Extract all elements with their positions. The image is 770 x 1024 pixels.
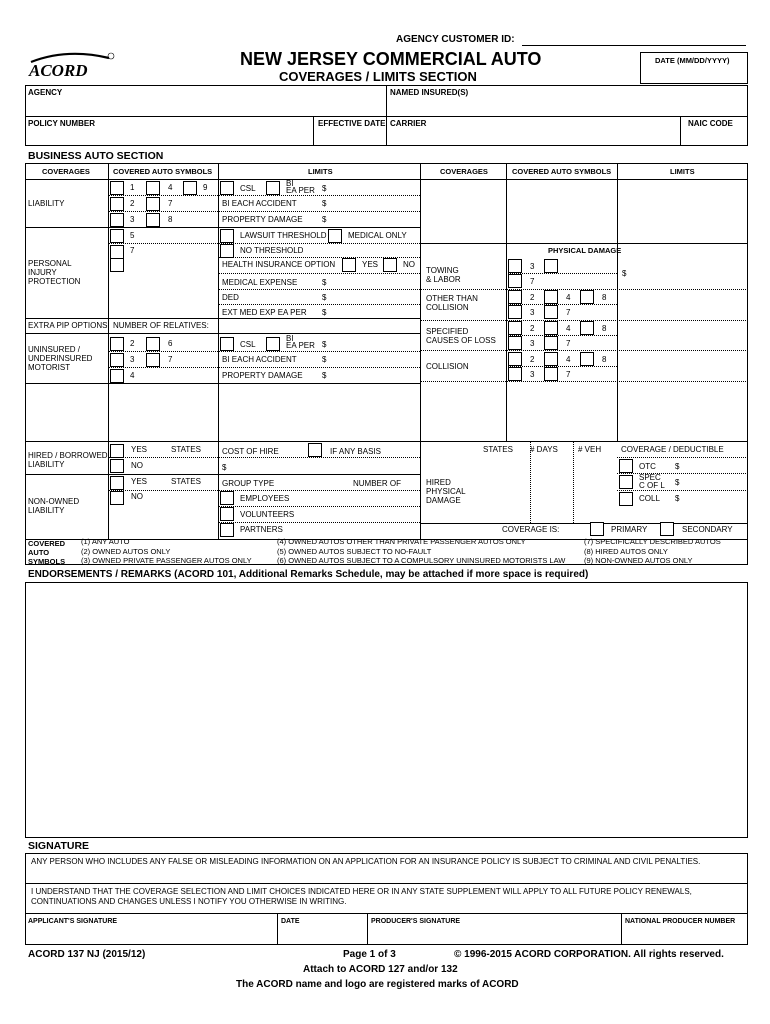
pip-symbol-7-checkbox[interactable]: [110, 245, 124, 259]
col-coverages-left: COVERAGES: [42, 167, 90, 176]
symbol-4: 4: [168, 183, 173, 192]
col-symbols-left: COVERED AUTO SYMBOLS: [113, 167, 213, 176]
liability-bi-ea-per-label: BI EA PER: [286, 179, 315, 196]
effective-date-label: EFFECTIVE DATE: [318, 119, 386, 128]
liability-symbol-1-checkbox[interactable]: [110, 181, 124, 195]
signature-understand-text: I UNDERSTAND THAT THE COVERAGE SELECTION AND LIMIT CHOICES INDICATED HERE OR IN ANY STATE SUPPLEMENT WILL APPLY TO ALL FUTURE POLICY RENEWALS, CONTINUATIONS AND CHANGES UNLESS I NOTIFY YOU OTHERWISE IN WRITING.: [31, 887, 692, 907]
symbol-2: 2: [530, 293, 535, 302]
dollar-sign: $: [322, 199, 327, 208]
lawsuit-threshold-label: LAWSUIT THRESHOLD: [240, 231, 327, 240]
symbol-2: 2: [530, 324, 535, 333]
otc-symbol-8-checkbox[interactable]: [580, 290, 594, 304]
dollar-sign: $: [222, 463, 227, 472]
symbol-4: 4: [130, 371, 135, 380]
agency-customer-id-label: AGENCY CUSTOMER ID:: [396, 34, 515, 45]
otc-symbol-3-checkbox[interactable]: [508, 305, 522, 319]
lawsuit-threshold-checkbox[interactable]: [220, 229, 234, 243]
veh-label: # VEH: [578, 445, 602, 454]
symbol-7: 7: [566, 339, 571, 348]
symbol-3: 3: [530, 370, 535, 379]
effective-date-field[interactable]: [316, 129, 384, 145]
hired-otc-checkbox[interactable]: [619, 459, 633, 473]
medical-only-checkbox[interactable]: [328, 229, 342, 243]
dollar-sign: $: [675, 462, 680, 471]
policy-number-field[interactable]: [28, 129, 311, 145]
hired-spec-cofl-checkbox[interactable]: [619, 475, 633, 489]
scl-symbol-7-checkbox[interactable]: [544, 336, 558, 350]
number-of-relatives-label: NUMBER OF RELATIVES:: [113, 321, 209, 330]
symbol-3: 3: [130, 355, 135, 364]
signature-date-field[interactable]: [280, 927, 365, 943]
legend-item: (1) ANY AUTO: [81, 537, 130, 546]
um-symbol-6-checkbox[interactable]: [146, 337, 160, 351]
hired-no-label: NO: [131, 461, 143, 470]
coll-symbol-8-checkbox[interactable]: [580, 352, 594, 366]
remarks-textarea[interactable]: [25, 582, 748, 838]
symbol-3: 3: [530, 339, 535, 348]
legend-item: (6) OWNED AUTOS SUBJECT TO A COMPULSORY UNINSURED MOTORISTS LAW: [277, 556, 566, 565]
days-label: # DAYS: [530, 445, 558, 454]
symbol-3: 3: [130, 215, 135, 224]
liability-csl-checkbox[interactable]: [220, 181, 234, 195]
hired-otc-label: OTC: [639, 462, 656, 471]
towing-label: TOWING & LABOR: [426, 266, 461, 285]
dollar-sign: $: [322, 184, 327, 193]
named-insured-label: NAMED INSURED(S): [390, 88, 469, 97]
physical-damage-header: PHYSICAL DAMAGE: [548, 246, 622, 255]
symbol-3: 3: [530, 262, 535, 271]
symbol-7: 7: [566, 370, 571, 379]
coverage-secondary-label: SECONDARY: [682, 525, 733, 534]
no-threshold-checkbox[interactable]: [220, 244, 234, 258]
coll-symbol-4-checkbox[interactable]: [544, 352, 558, 366]
health-insurance-yes-label: YES: [362, 260, 379, 269]
agency-label: AGENCY: [28, 88, 63, 97]
coverage-secondary-checkbox[interactable]: [660, 522, 674, 536]
producer-signature-label: PRODUCER'S SIGNATURE: [371, 918, 461, 925]
agency-field[interactable]: [28, 98, 384, 114]
symbol-7: 7: [130, 246, 135, 255]
employees-checkbox[interactable]: [220, 491, 234, 505]
um-symbol-3-checkbox[interactable]: [110, 353, 124, 367]
dollar-sign: $: [322, 371, 327, 380]
towing-extra-checkbox[interactable]: [544, 259, 558, 273]
hired-yes-label: YES: [131, 445, 148, 454]
hired-physical-damage-label: HIRED PHYSICAL DAMAGE: [426, 478, 466, 506]
scl-symbol-4-checkbox[interactable]: [544, 321, 558, 335]
symbol-7: 7: [530, 277, 535, 286]
non-owned-no-label: NO: [131, 492, 143, 501]
hired-no-checkbox[interactable]: [110, 459, 124, 473]
volunteers-label: VOLUNTEERS: [240, 510, 295, 519]
dollar-sign: $: [675, 494, 680, 503]
legend-item: (5) OWNED AUTOS SUBJECT TO NO-FAULT: [277, 547, 432, 556]
liability-symbol-4-checkbox[interactable]: [146, 181, 160, 195]
group-type-label: GROUP TYPE: [222, 479, 275, 488]
national-producer-number-field[interactable]: [624, 927, 746, 943]
coverage-is-label: COVERAGE IS:: [502, 525, 560, 534]
liability-label: LIABILITY: [28, 199, 65, 208]
dollar-sign: $: [322, 355, 327, 364]
symbol-7: 7: [566, 308, 571, 317]
named-insured-field[interactable]: [390, 98, 746, 114]
remarks-title: ENDORSEMENTS / REMARKS (ACORD 101, Additional Remarks Schedule, may be attached if more space is required): [28, 569, 589, 580]
carrier-field[interactable]: [390, 129, 678, 145]
otc-symbol-2-checkbox[interactable]: [508, 290, 522, 304]
producer-signature-field[interactable]: [370, 927, 619, 943]
um-csl-checkbox[interactable]: [220, 337, 234, 351]
health-insurance-option-label: HEALTH INSURANCE OPTION: [222, 260, 336, 269]
col-limits-right: LIMITS: [670, 167, 695, 176]
form-id: ACORD 137 NJ (2015/12): [28, 949, 146, 960]
partners-label: PARTNERS: [240, 525, 283, 534]
scl-symbol-3-checkbox[interactable]: [508, 336, 522, 350]
um-symbol-4-checkbox[interactable]: [110, 369, 124, 383]
applicant-signature-field[interactable]: [28, 927, 275, 943]
liability-bi-ea-per-checkbox[interactable]: [266, 181, 280, 195]
if-any-basis-label: IF ANY BASIS: [330, 447, 381, 456]
legend-item: (9) NON-OWNED AUTOS ONLY: [584, 556, 693, 565]
other-than-collision-label: OTHER THAN COLLISION: [426, 294, 478, 313]
trademark-note: The ACORD name and logo are registered marks of ACORD: [236, 979, 519, 990]
liability-symbol-8-checkbox[interactable]: [146, 213, 160, 227]
medical-only-label: MEDICAL ONLY: [348, 231, 407, 240]
specified-causes-label: SPECIFIED CAUSES OF LOSS: [426, 327, 496, 346]
um-symbol-2-checkbox[interactable]: [110, 337, 124, 351]
hired-states-label: STATES: [171, 445, 201, 454]
symbol-2: 2: [130, 199, 135, 208]
pip-label: PERSONAL INJURY PROTECTION: [28, 259, 81, 287]
naic-code-field[interactable]: [683, 129, 746, 145]
symbol-8: 8: [602, 324, 607, 333]
agency-customer-id-field[interactable]: [522, 45, 746, 46]
copyright: © 1996-2015 ACORD CORPORATION. All rights reserved.: [454, 949, 724, 960]
scl-symbol-8-checkbox[interactable]: [580, 321, 594, 335]
health-insurance-no-label: NO: [403, 260, 415, 269]
national-producer-number-label: NATIONAL PRODUCER NUMBER: [625, 918, 736, 925]
signature-date-label: DATE: [281, 918, 300, 925]
dollar-sign: $: [322, 340, 327, 349]
pip-extra-checkbox[interactable]: [110, 258, 124, 272]
ded-label: DED: [222, 293, 239, 302]
naic-code-label: NAIC CODE: [688, 119, 733, 128]
non-owned-yes-checkbox[interactable]: [110, 476, 124, 490]
pip-symbol-5-checkbox[interactable]: [110, 229, 124, 243]
col-limits-left: LIMITS: [308, 167, 333, 176]
form-title: NEW JERSEY COMMERCIAL AUTO: [240, 49, 542, 69]
svg-text:ACORD: ACORD: [29, 61, 88, 80]
liability-symbol-2-checkbox[interactable]: [110, 197, 124, 211]
col-symbols-right: COVERED AUTO SYMBOLS: [512, 167, 612, 176]
legend-item: (7) SPECIFICALLY DESCRIBED AUTOS: [584, 537, 721, 546]
hired-borrowed-label: HIRED / BORROWED LIABILITY: [28, 451, 108, 470]
non-owned-label: NON-OWNED LIABILITY: [28, 497, 80, 516]
um-label: UNINSURED / UNDERINSURED MOTORIST: [28, 345, 93, 373]
towing-symbol-7-checkbox[interactable]: [508, 274, 522, 288]
applicant-signature-label: APPLICANT'S SIGNATURE: [28, 918, 118, 925]
symbol-2: 2: [530, 355, 535, 364]
col-coverages-right: COVERAGES: [440, 167, 488, 176]
non-owned-yes-label: YES: [131, 477, 148, 486]
dollar-sign: $: [622, 269, 627, 278]
cost-of-hire-label: COST OF HIRE: [222, 447, 279, 456]
coverage-deductible-label: COVERAGE / DEDUCTIBLE: [621, 445, 724, 454]
um-bi-each-accident-label: BI EACH ACCIDENT: [222, 355, 297, 364]
carrier-label: CARRIER: [390, 119, 427, 128]
um-property-damage-label: PROPERTY DAMAGE: [222, 371, 303, 380]
coverage-primary-checkbox[interactable]: [590, 522, 604, 536]
um-csl-label: CSL: [240, 340, 256, 349]
policy-number-label: POLICY NUMBER: [28, 119, 95, 128]
dollar-sign: $: [322, 278, 327, 287]
hired-yes-checkbox[interactable]: [110, 444, 124, 458]
um-bi-ea-per-label: BI EA PER: [286, 334, 315, 351]
coll-symbol-2-checkbox[interactable]: [508, 352, 522, 366]
symbol-4: 4: [566, 324, 571, 333]
liability-bi-each-accident-label: BI EACH ACCIDENT: [222, 199, 297, 208]
hired-pd-states-label: STATES: [483, 445, 513, 454]
coll-symbol-7-checkbox[interactable]: [544, 367, 558, 381]
collision-label: COLLISION: [426, 362, 469, 371]
hired-spec-cofl-label: SPEC C OF L: [639, 473, 665, 490]
liability-symbol-9-checkbox[interactable]: [183, 181, 197, 195]
symbol-8: 8: [168, 215, 173, 224]
non-owned-no-checkbox[interactable]: [110, 491, 124, 505]
symbol-2: 2: [130, 339, 135, 348]
symbol-4: 4: [566, 293, 571, 302]
if-any-basis-checkbox[interactable]: [308, 443, 322, 457]
hired-coll-checkbox[interactable]: [619, 492, 633, 506]
no-threshold-label: NO THRESHOLD: [240, 246, 304, 255]
dollar-sign: $: [322, 293, 327, 302]
liability-csl-label: CSL: [240, 184, 256, 193]
symbol-9: 9: [203, 183, 208, 192]
legend-item: (4) OWNED AUTOS OTHER THAN PRIVATE PASSENGER AUTOS ONLY: [277, 537, 526, 546]
towing-symbol-3-checkbox[interactable]: [508, 259, 522, 273]
partners-checkbox[interactable]: [220, 523, 234, 537]
symbol-1: 1: [130, 183, 135, 192]
date-label: DATE (MM/DD/YYYY): [655, 56, 730, 65]
symbol-8: 8: [602, 355, 607, 364]
symbol-5: 5: [130, 231, 135, 240]
page-number: Page 1 of 3: [343, 949, 396, 960]
acord-logo: [27, 50, 117, 80]
legend-item: (8) HIRED AUTOS ONLY: [584, 547, 668, 556]
volunteers-checkbox[interactable]: [220, 507, 234, 521]
non-owned-states-label: STATES: [171, 477, 201, 486]
number-of-label: NUMBER OF: [353, 479, 401, 488]
symbol-3: 3: [530, 308, 535, 317]
legend-item: (2) OWNED AUTOS ONLY: [81, 547, 171, 556]
signature-title: SIGNATURE: [28, 840, 90, 852]
scl-symbol-2-checkbox[interactable]: [508, 321, 522, 335]
hired-coll-label: COLL: [639, 494, 660, 503]
business-auto-section-title: BUSINESS AUTO SECTION: [28, 150, 164, 162]
dollar-sign: $: [322, 308, 327, 317]
liability-symbol-3-checkbox[interactable]: [110, 213, 124, 227]
coverage-primary-label: PRIMARY: [611, 525, 648, 534]
symbol-4: 4: [566, 355, 571, 364]
otc-symbol-7-checkbox[interactable]: [544, 305, 558, 319]
extra-pip-options-label: EXTRA PIP OPTIONS: [28, 321, 108, 330]
signature-warning-text: ANY PERSON WHO INCLUDES ANY FALSE OR MISLEADING INFORMATION ON AN APPLICATION FOR AN INSURANCE POLICY IS SUBJECT TO CRIMINAL AND CIVIL PENALTIES.: [31, 857, 701, 866]
employees-label: EMPLOYEES: [240, 494, 290, 503]
um-bi-ea-per-checkbox[interactable]: [266, 337, 280, 351]
coll-symbol-3-checkbox[interactable]: [508, 367, 522, 381]
attach-note: Attach to ACORD 127 and/or 132: [303, 964, 458, 975]
symbol-7: 7: [168, 355, 173, 364]
otc-symbol-4-checkbox[interactable]: [544, 290, 558, 304]
health-insurance-yes-checkbox[interactable]: [342, 258, 356, 272]
covered-auto-symbols-legend-title: COVERED AUTO SYMBOLS: [28, 539, 66, 566]
liability-property-damage-label: PROPERTY DAMAGE: [222, 215, 303, 224]
um-symbol-7-checkbox[interactable]: [146, 353, 160, 367]
health-insurance-no-checkbox[interactable]: [383, 258, 397, 272]
symbol-7: 7: [168, 199, 173, 208]
legend-item: (3) OWNED PRIVATE PASSENGER AUTOS ONLY: [81, 556, 252, 565]
symbol-8: 8: [602, 293, 607, 302]
form-subtitle: COVERAGES / LIMITS SECTION: [279, 69, 477, 84]
dollar-sign: $: [322, 215, 327, 224]
medical-expense-label: MEDICAL EXPENSE: [222, 278, 298, 287]
dollar-sign: $: [675, 478, 680, 487]
ext-med-exp-label: EXT MED EXP EA PER: [222, 308, 307, 317]
symbol-6: 6: [168, 339, 173, 348]
liability-symbol-7-checkbox[interactable]: [146, 197, 160, 211]
